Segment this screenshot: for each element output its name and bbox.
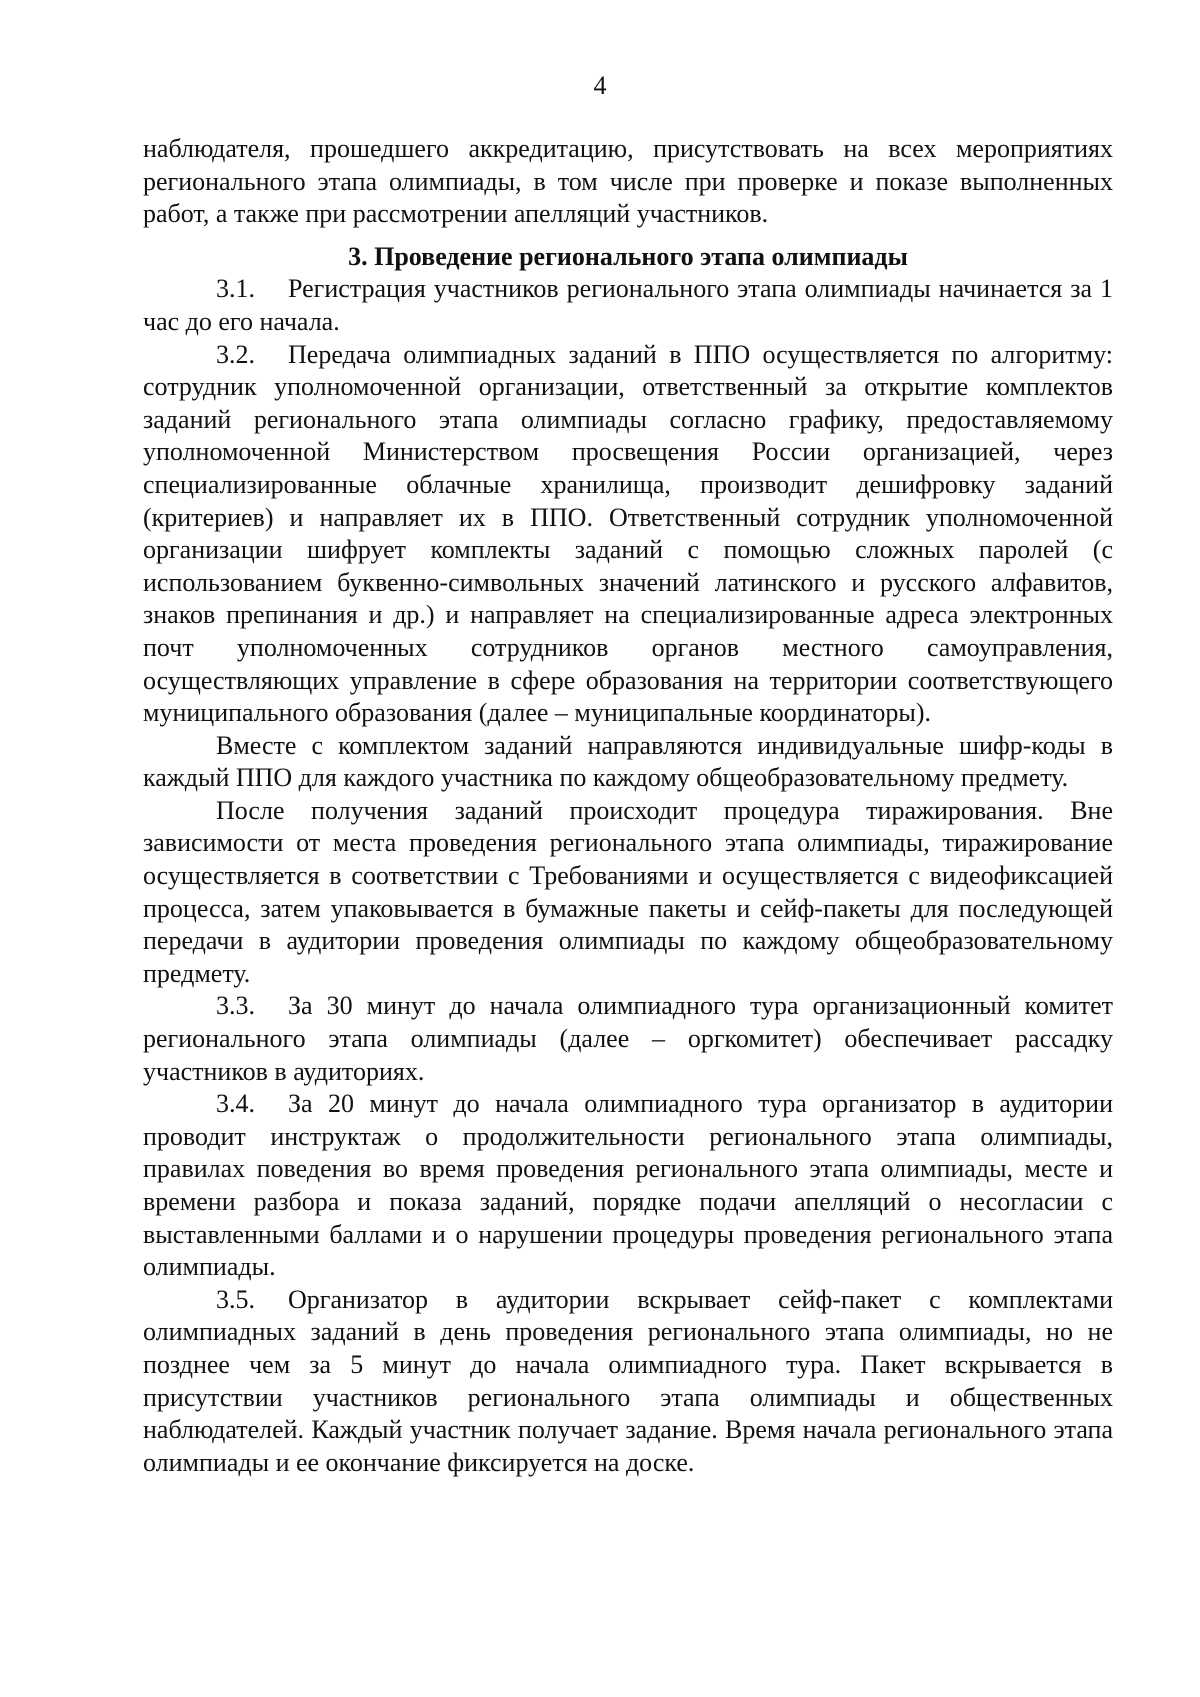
- clause-text: За 20 минут до начала олимпиадного тура организатор в аудитории проводит инструктаж о продолжительности регионального этапа олимпиады, правилах поведения во время проведения регионального этапа олимпиады, месте и времени разбора и показа заданий, порядке подачи апелляций о несогласии с выставленными баллами и о нарушении процедуры проведения регионального этапа олимпиады.: [143, 1089, 1113, 1282]
- paragraph-copying: После получения заданий происходит процедура тиражирования. Вне зависимости от места проведения регионального этапа олимпиады, тиражирование осуществляется в соответствии с Требованиями и осуществляется с видеофиксацией процесса, затем упаковывается в бумажные пакеты и сейф-пакеты для последующей передачи в аудитории проведения олимпиады по каждому общеобразовательному предмету.: [143, 795, 1113, 988]
- paragraph-codes: Вместе с комплектом заданий направляются индивидуальные шифр-коды в каждый ППО для каждого участника по каждому общеобразовательному предмету.: [143, 730, 1113, 793]
- clause-number: 3.4.: [216, 1089, 255, 1119]
- clause-text: Передача олимпиадных заданий в ППО осуществляется по алгоритму: сотрудник уполномоченной организации, ответственный за открытие комплектов заданий регионального этапа олимпиады согласно графику, предоставляемому уполномоченной Министерством просвещения России организацией, через специализированные облачные хранилища, производит дешифровку заданий (критериев) и направляет их в ППО. Ответственный сотрудник уполномоченной организации шифрует комплекты заданий с помощью сложных паролей (с использованием буквенно-символьных значений латинского и русского алфавитов, знаков препинания и др.) и направляет на специализированные адреса электронных почт уполномоченных сотрудников органов местного самоуправления, осуществляющих управление в сфере образования на территории соответствующего муниципального образования (далее – муниципальные координаторы).: [143, 339, 1113, 728]
- clause-3-3: [143, 990, 1113, 1088]
- clause-number: 3.2.: [216, 339, 255, 369]
- clause-3-1: [143, 273, 1113, 338]
- clause-text: Организатор в аудитории вскрывает сейф-пакет с комплектами олимпиадных заданий в день проведения регионального этапа олимпиады, но не позднее чем за 5 минут до начала олимпиадного тура. Пакет вскрывается в присутствии участников регионального этапа олимпиады и общественных наблюдателей. Каждый участник получает задание. Время начала регионального этапа олимпиады и ее окончание фиксируется на доске.: [143, 1284, 1113, 1477]
- intro-paragraph: наблюдателя, прошедшего аккредитацию, присутствовать на всех мероприятиях регионального этапа олимпиады, в том числе при проверке и показе выполненных работ, а также при рассмотрении апелляций участников.: [143, 134, 1113, 229]
- clause-text: Регистрация участников регионального этапа олимпиады начинается за 1 час до его начала.: [143, 274, 1113, 336]
- clause-number: 3.5.: [216, 1284, 255, 1314]
- page-number: 4: [593, 71, 607, 100]
- clause-number: 3.3.: [216, 991, 255, 1021]
- clause-3-5: [143, 1284, 1113, 1480]
- clause-3-2: [143, 339, 1113, 730]
- document-body: [143, 133, 1113, 1479]
- clause-number: 3.1.: [216, 274, 255, 304]
- clause-3-4: [143, 1088, 1113, 1284]
- section-heading: 3. Проведение регионального этапа олимпиады: [348, 241, 908, 271]
- clause-text: За 30 минут до начала олимпиадного тура организационный комитет регионального этапа олимпиады (далее – оргкомитет) обеспечивает рассадку участников в аудиториях.: [143, 991, 1113, 1086]
